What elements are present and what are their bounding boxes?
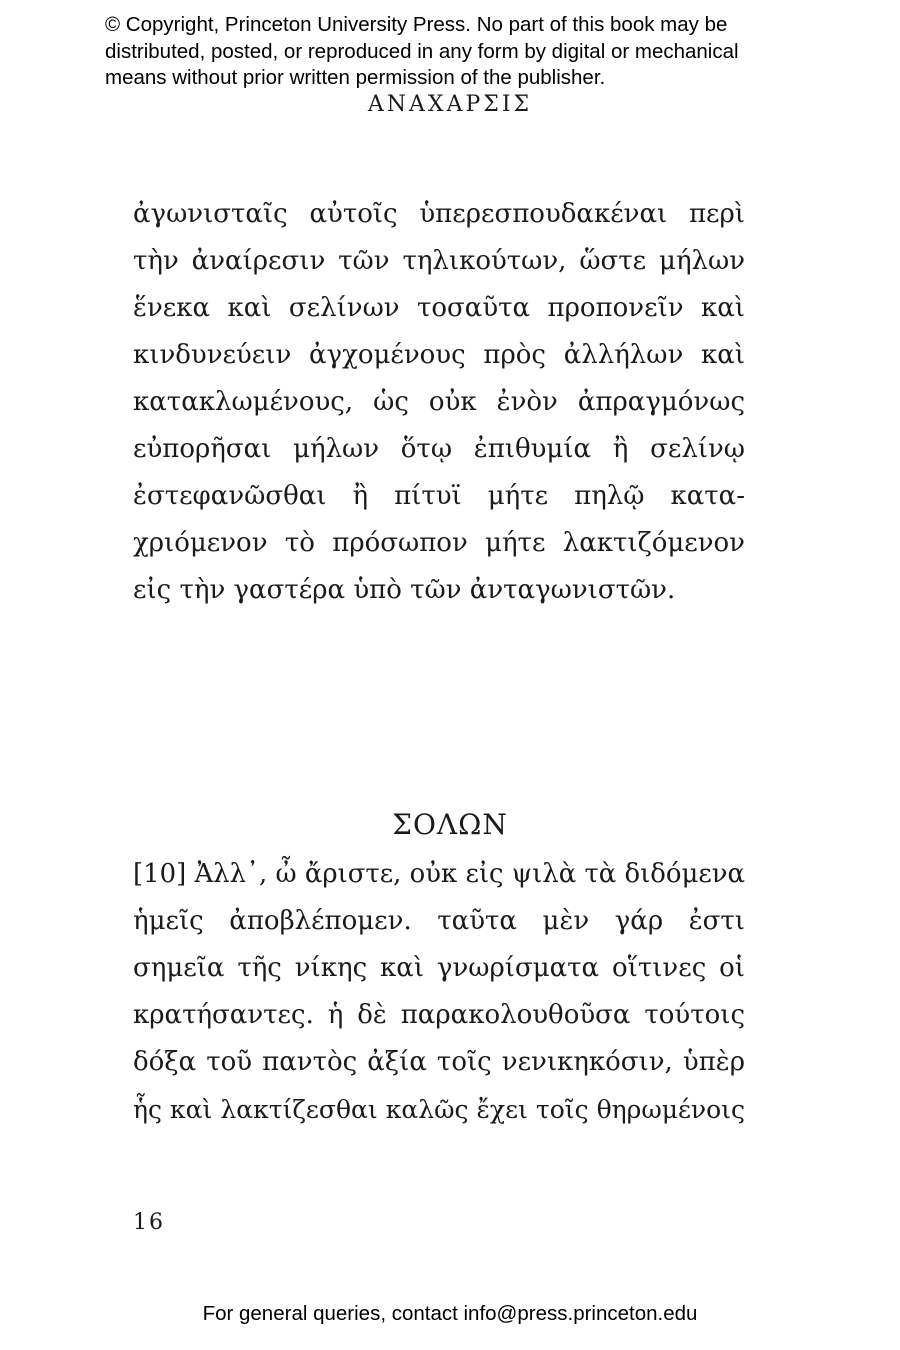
text-line: κατακλωμένους, ὡς οὐκ ἐνὸν ἀπραγμόνως xyxy=(133,387,745,417)
anacharsis-passage xyxy=(133,191,745,614)
text-line: τὴν ἀναίρεσιν τῶν τηλικούτων, ὥστε μήλων xyxy=(133,246,745,276)
copyright-line: means without prior written permission of the publisher. xyxy=(105,66,606,89)
text-line: ἐστεφανῶσθαι ἢ πίτυϊ μήτε πηλῷ κατα- xyxy=(133,481,745,511)
text-line: κρατήσαντες. ἡ δὲ παρακολουθοῦσα τούτοις xyxy=(133,1000,745,1030)
running-head: ΑΝΑΧΑΡΣΙΣ xyxy=(367,92,533,117)
copyright-line: distributed, posted, or reproduced in any form by digital or mechanical xyxy=(105,39,739,63)
text-line: [10] Ἀλλ᾽, ὦ ἄριστε, οὐκ εἰς ψιλὰ τὰ διδόμενα xyxy=(133,859,745,889)
footer-contact: For general queries, contact info@press.princeton.edu xyxy=(202,1302,698,1325)
text-line: δόξα τοῦ παντὸς ἀξία τοῖς νενικηκόσιν, ὑπὲρ xyxy=(133,1047,745,1077)
text-line: σημεῖα τῆς νίκης καὶ γνωρίσματα οἵτινες οἱ xyxy=(133,953,745,983)
text-line: κινδυνεύειν ἀγχομένους πρὸς ἀλλήλων καὶ xyxy=(133,340,745,370)
text-line: χριόμενον τὸ πρόσωπον μήτε λακτιζόμενον xyxy=(133,528,745,558)
copyright-line: © Copyright, Princeton University Press. No part of this book may be xyxy=(105,13,728,36)
text-line: εἰς τὴν γαστέρα ὑπὸ τῶν ἀνταγωνιστῶν. xyxy=(133,575,676,605)
text-line: ἀγωνισταῖς αὐτοῖς ὑπερεσπουδακέναι περὶ xyxy=(133,199,745,229)
text-line: εὐπορῆσαι μήλων ὅτῳ ἐπιθυμία ἢ σελίνῳ xyxy=(133,434,745,464)
solon-passage xyxy=(133,851,745,1133)
text-line: ἧς καὶ λακτίζεσθαι καλῶς ἔχει τοῖς θηρωμένοις xyxy=(133,1095,745,1124)
text-line: ἡμεῖς ἀποβλέπομεν. ταῦτα μὲν γάρ ἐστι xyxy=(133,906,745,936)
speaker-heading: ΣΟΛΩΝ xyxy=(392,808,508,841)
page-number: 16 xyxy=(133,1210,165,1235)
copyright-notice xyxy=(105,12,825,92)
text-line: ἕνεκα καὶ σελίνων τοσαῦτα προπονεῖν καὶ xyxy=(133,293,745,323)
